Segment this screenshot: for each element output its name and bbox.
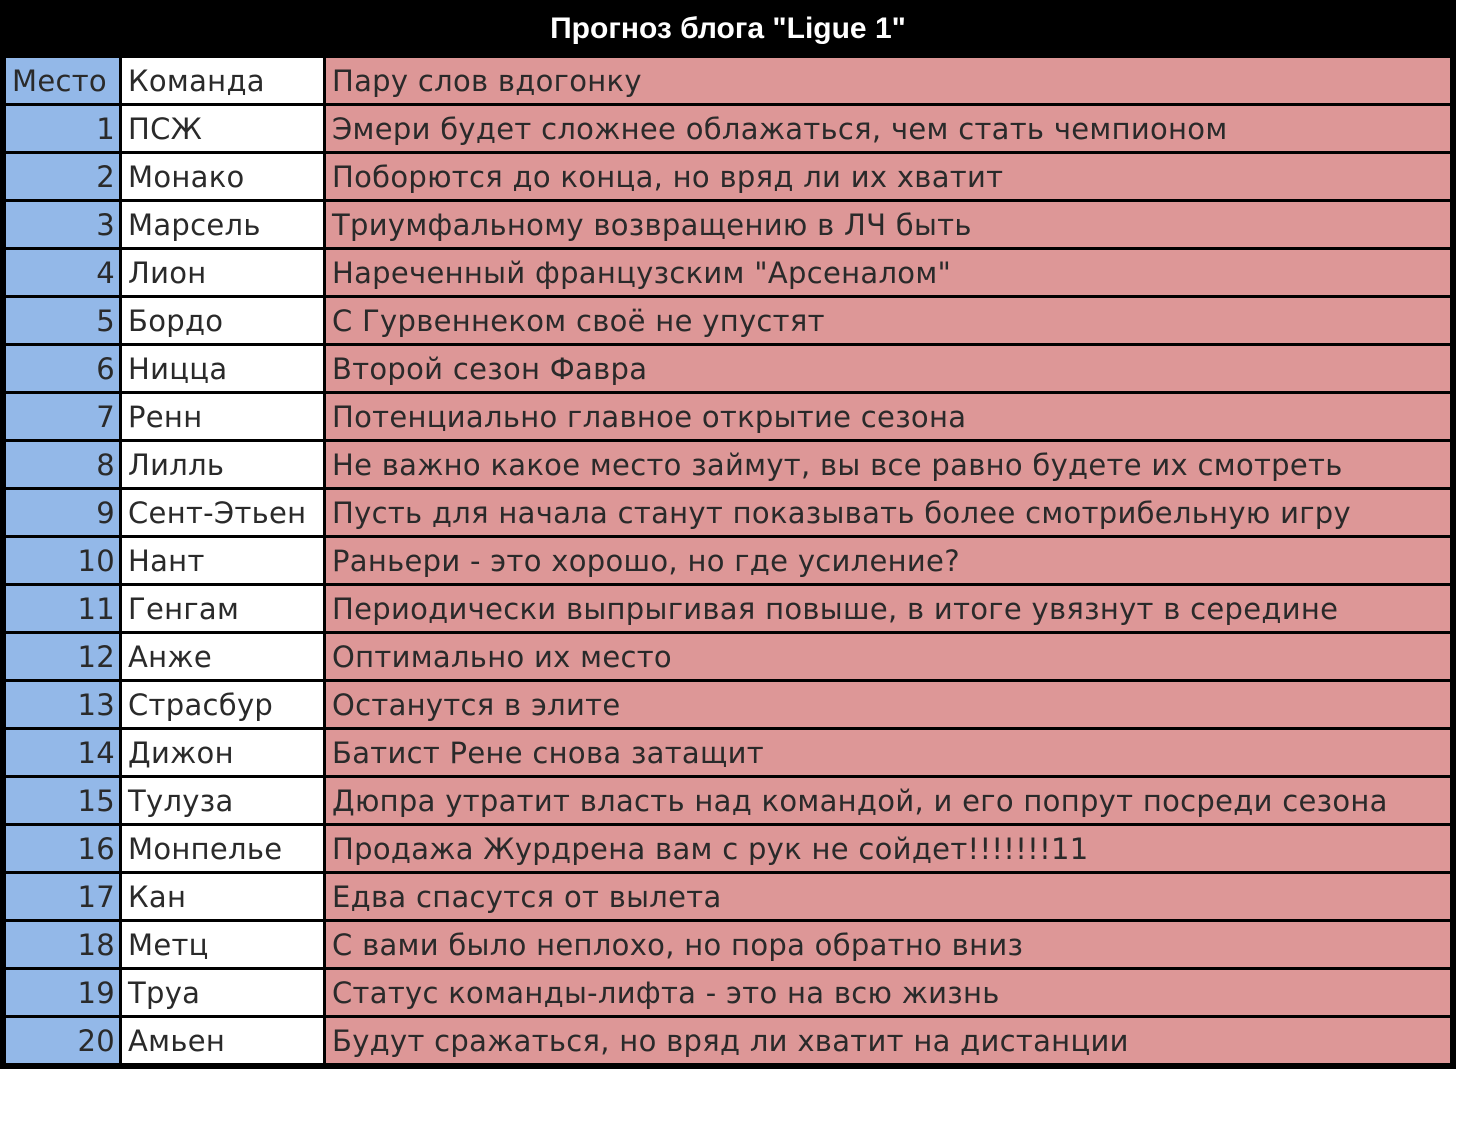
comment-cell: Едва спасутся от вылета bbox=[325, 873, 1452, 921]
comment-cell: Поборются до конца, но вряд ли их хватит bbox=[325, 153, 1452, 201]
comment-cell: Продажа Журдрена вам с рук не сойдет!!!!!!!11 bbox=[325, 825, 1452, 873]
place-cell: 18 bbox=[5, 921, 121, 969]
team-cell: Монпелье bbox=[121, 825, 325, 873]
team-cell: Кан bbox=[121, 873, 325, 921]
team-cell: Марсель bbox=[121, 201, 325, 249]
place-cell: 15 bbox=[5, 777, 121, 825]
table-row bbox=[5, 825, 1452, 873]
comment-cell: Статус команды-лифта - это на всю жизнь bbox=[325, 969, 1452, 1017]
comment-cell: С Гурвеннеком своё не упустят bbox=[325, 297, 1452, 345]
team-cell: Генгам bbox=[121, 585, 325, 633]
table-row bbox=[5, 537, 1452, 585]
team-cell: Нант bbox=[121, 537, 325, 585]
place-cell: 10 bbox=[5, 537, 121, 585]
place-cell: 20 bbox=[5, 1017, 121, 1065]
place-cell: 6 bbox=[5, 345, 121, 393]
place-cell: 13 bbox=[5, 681, 121, 729]
comment-cell: Триумфальному возвращению в ЛЧ быть bbox=[325, 201, 1452, 249]
comment-cell: Потенциально главное открытие сезона bbox=[325, 393, 1452, 441]
comment-cell: Периодически выпрыгивая повыше, в итоге увязнут в середине bbox=[325, 585, 1452, 633]
place-cell: 2 bbox=[5, 153, 121, 201]
comment-cell: Будут сражаться, но вряд ли хватит на дистанции bbox=[325, 1017, 1452, 1065]
comment-cell: Эмери будет сложнее облажаться, чем стать чемпионом bbox=[325, 105, 1452, 153]
team-cell: Лилль bbox=[121, 441, 325, 489]
table-row bbox=[5, 441, 1452, 489]
place-cell: 3 bbox=[5, 201, 121, 249]
table-row bbox=[5, 201, 1452, 249]
table-row bbox=[5, 969, 1452, 1017]
team-cell: Страсбур bbox=[121, 681, 325, 729]
header-comment: Пару слов вдогонку bbox=[325, 57, 1452, 105]
team-cell: Монако bbox=[121, 153, 325, 201]
place-cell: 19 bbox=[5, 969, 121, 1017]
comment-cell: Останутся в элите bbox=[325, 681, 1452, 729]
table-row bbox=[5, 873, 1452, 921]
place-cell: 16 bbox=[5, 825, 121, 873]
table-row bbox=[5, 489, 1452, 537]
place-cell: 12 bbox=[5, 633, 121, 681]
table-row bbox=[5, 729, 1452, 777]
team-cell: Тулуза bbox=[121, 777, 325, 825]
table-row bbox=[5, 1017, 1452, 1065]
team-cell: Сент-Этьен bbox=[121, 489, 325, 537]
table-row bbox=[5, 105, 1452, 153]
team-cell: Анже bbox=[121, 633, 325, 681]
place-cell: 5 bbox=[5, 297, 121, 345]
table-row bbox=[5, 345, 1452, 393]
comment-cell: Нареченный французским "Арсеналом" bbox=[325, 249, 1452, 297]
comment-cell: Раньери - это хорошо, но где усиление? bbox=[325, 537, 1452, 585]
table-row bbox=[5, 249, 1452, 297]
header-team: Команда bbox=[121, 57, 325, 105]
table-row bbox=[5, 393, 1452, 441]
table-row bbox=[5, 681, 1452, 729]
place-cell: 17 bbox=[5, 873, 121, 921]
place-cell: 9 bbox=[5, 489, 121, 537]
table-row bbox=[5, 633, 1452, 681]
place-cell: 4 bbox=[5, 249, 121, 297]
comment-cell: Оптимально их место bbox=[325, 633, 1452, 681]
team-cell: Ницца bbox=[121, 345, 325, 393]
header-place: Место bbox=[5, 57, 121, 105]
comment-cell: Не важно какое место займут, вы все равно будете их смотреть bbox=[325, 441, 1452, 489]
table-row bbox=[5, 153, 1452, 201]
table-title: Прогноз блога "Ligue 1" bbox=[3, 3, 1453, 55]
comment-cell: Пусть для начала станут показывать более смотрибельную игру bbox=[325, 489, 1452, 537]
table-row bbox=[5, 921, 1452, 969]
team-cell: Метц bbox=[121, 921, 325, 969]
team-cell: Труа bbox=[121, 969, 325, 1017]
team-cell: Дижон bbox=[121, 729, 325, 777]
table-row bbox=[5, 297, 1452, 345]
place-cell: 1 bbox=[5, 105, 121, 153]
header-row bbox=[5, 57, 1452, 105]
team-cell: ПСЖ bbox=[121, 105, 325, 153]
table-row bbox=[5, 777, 1452, 825]
team-cell: Бордо bbox=[121, 297, 325, 345]
forecast-table bbox=[3, 55, 1453, 1066]
team-cell: Амьен bbox=[121, 1017, 325, 1065]
team-cell: Ренн bbox=[121, 393, 325, 441]
place-cell: 14 bbox=[5, 729, 121, 777]
comment-cell: Второй сезон Фавра bbox=[325, 345, 1452, 393]
comment-cell: Батист Рене снова затащит bbox=[325, 729, 1452, 777]
table-row bbox=[5, 585, 1452, 633]
place-cell: 7 bbox=[5, 393, 121, 441]
place-cell: 11 bbox=[5, 585, 121, 633]
team-cell: Лион bbox=[121, 249, 325, 297]
comment-cell: Дюпра утратит власть над командой, и его попрут посреди сезона bbox=[325, 777, 1452, 825]
comment-cell: С вами было неплохо, но пора обратно вниз bbox=[325, 921, 1452, 969]
place-cell: 8 bbox=[5, 441, 121, 489]
